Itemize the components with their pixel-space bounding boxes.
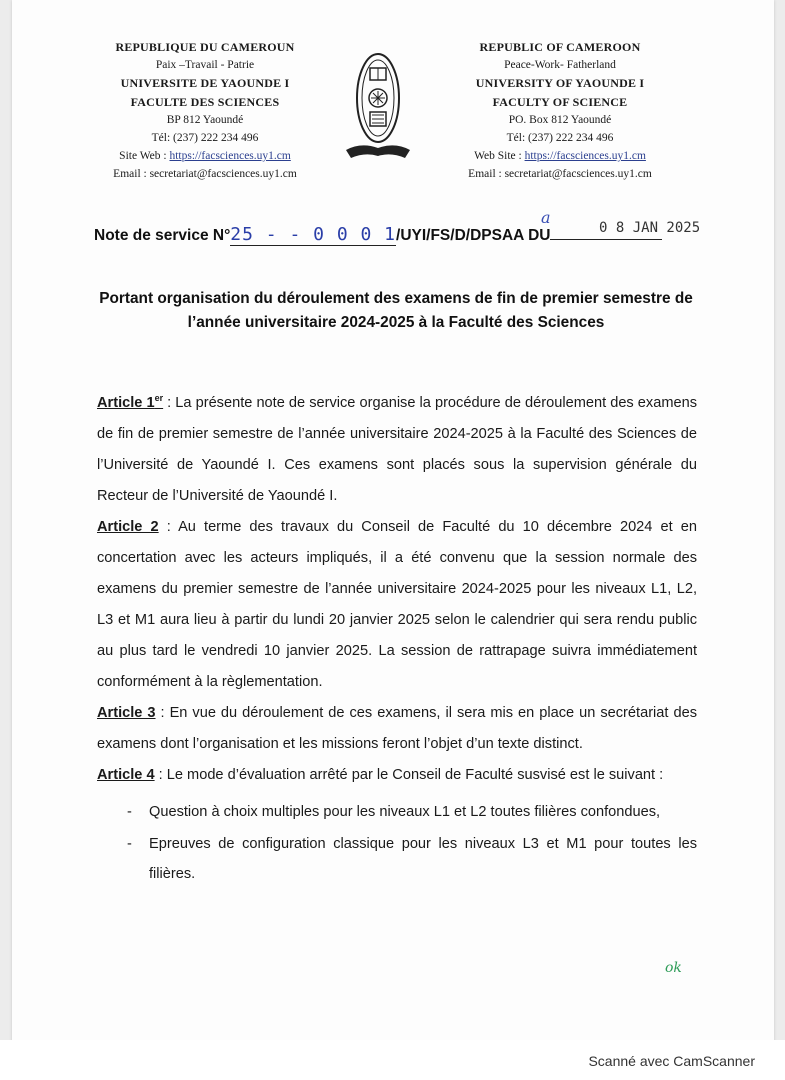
reference-number: 25 - - 0 0 0 1 xyxy=(230,224,397,245)
list-item: - Question à choix multiples pour les niveaux L1 et L2 toutes filières confondues, xyxy=(97,797,697,827)
article-1: Article 1er : La présente note de service organise la procédure de déroulement des examens de fin de premier semestre de l’année universitaire 2024-2025 à la Faculté des Sciences de l’Université de Yaoundé I. Ces examens sont placés sous la supervision générale du Recteur de l’Université de Yaoundé I. xyxy=(97,393,698,504)
website-link[interactable]: https://facsciences.uy1.cm xyxy=(169,150,291,163)
university-seal-icon xyxy=(343,42,413,167)
header-university: UNIVERSITY OF YAOUNDE I xyxy=(475,76,645,91)
handwritten-initial: a xyxy=(541,208,551,227)
article-2: Article 2 : Au terme des travaux du Conseil de Faculté du 10 décembre 2024 et en concertation avec les acteurs impliqués, il a été convenu que la session normale des examens du premier semestre de l’année universitaire 2024-2025 pour les niveaux L1, L2, L3 et M1 aura lieu à partir du lundi 20 janvier 2025 selon le calendrier qui sera rendu public au plus tard le vendredi 10 janvier 2025. La session de rattrapage suivra immédiatement conformément à la règlementation. xyxy=(97,518,697,690)
bullet-dash: - xyxy=(127,803,132,820)
document-title: Portant organisation du déroulement des examens de fin de premier semestre de l’année universitaire 2024-2025 à la Faculté des Sciences xyxy=(99,290,693,331)
header-french xyxy=(85,38,325,184)
header-country: REPUBLIQUE DU CAMEROUN xyxy=(115,40,295,54)
reference-prefix: Note de service N° xyxy=(94,227,231,244)
header-motto: Paix –Travail - Patrie xyxy=(155,59,255,72)
header-po-box: BP 812 Yaoundé xyxy=(166,113,244,126)
header-website: Site Web : https://facsciences.uy1.cm xyxy=(119,150,291,163)
header-email: Email : secretariat@facsciences.uy1.cm xyxy=(113,168,297,181)
header-phone: Tél: (237) 222 234 496 xyxy=(506,132,614,145)
header-english xyxy=(440,38,680,184)
camscanner-watermark: Scanné avec CamScanner xyxy=(588,1053,755,1069)
header-phone: Tél: (237) 222 234 496 xyxy=(151,132,259,145)
bullet-dash: - xyxy=(127,835,132,852)
header-po-box: PO. Box 812 Yaoundé xyxy=(508,113,612,126)
service-note-reference xyxy=(94,208,714,246)
header-email: Email : secretariat@facsciences.uy1.cm xyxy=(468,168,652,181)
header-university: UNIVERSITE DE YAOUNDE I xyxy=(120,76,290,91)
reference-date-stamp: 0 8 JAN 2025 xyxy=(599,220,701,236)
evaluation-mode-list xyxy=(97,797,697,889)
header-country: REPUBLIC OF CAMEROON xyxy=(479,40,641,54)
header-faculty: FACULTE DES SCIENCES xyxy=(130,94,280,109)
header-website: Web Site : https://facsciences.uy1.cm xyxy=(474,150,646,163)
handwritten-paraph: ok xyxy=(665,960,682,976)
article-4: Article 4 : Le mode d’évaluation arrêté par le Conseil de Faculté susvisé est le suivant : xyxy=(97,766,664,783)
article-3: Article 3 : En vue du déroulement de ces examens, il sera mis en place un secrétariat des examens dont l’organisation et les missions feront l’objet d’un texte distinct. xyxy=(97,704,697,752)
header-motto: Peace-Work- Fatherland xyxy=(504,59,616,72)
header-faculty: FACULTY OF SCIENCE xyxy=(492,94,628,109)
list-item: - Epreuves de configuration classique pour les niveaux L3 et M1 pour toutes les filières. xyxy=(97,829,697,889)
document-body xyxy=(97,383,697,891)
website-link[interactable]: https://facsciences.uy1.cm xyxy=(524,150,646,163)
reference-suffix: /UYI/FS/D/DPSAA DU xyxy=(396,227,551,244)
